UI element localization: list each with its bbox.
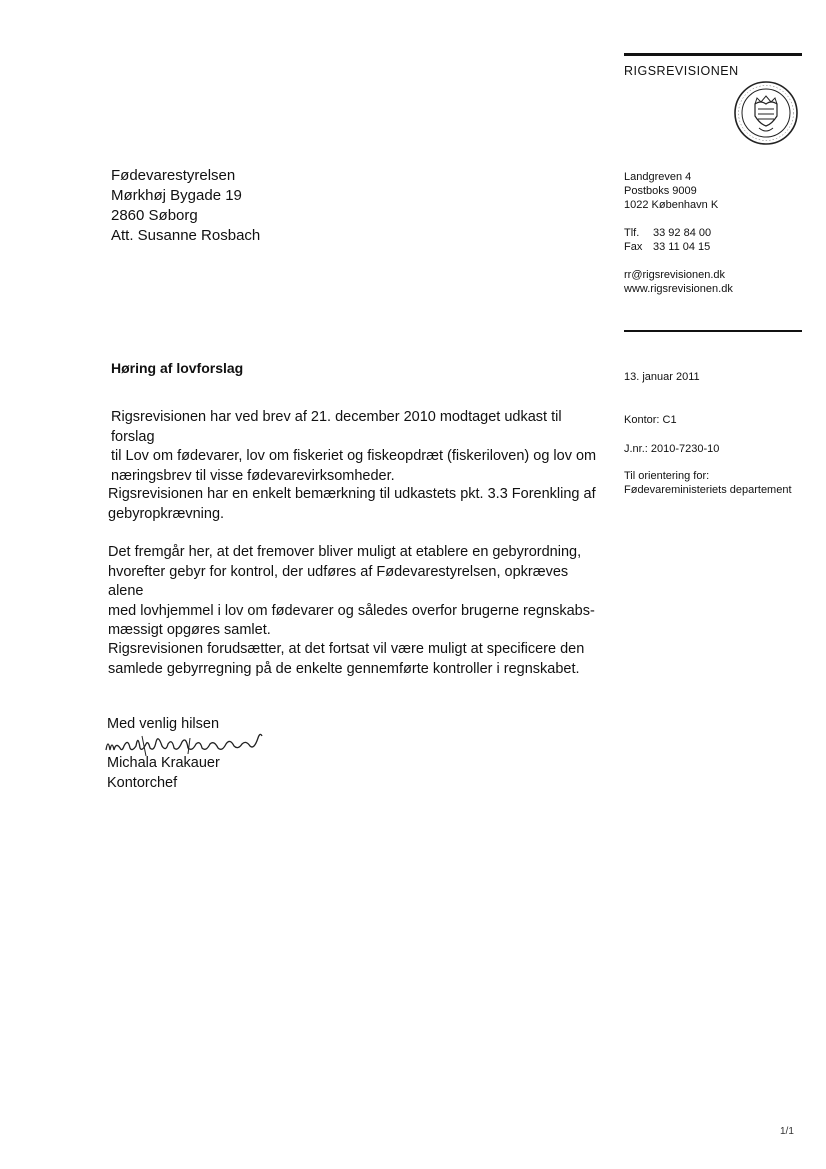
sender-postbox: Postboks 9009 <box>624 185 697 197</box>
header-rule <box>624 53 802 56</box>
cc-value: Fødevareministeriets departement <box>624 484 792 496</box>
journal-number: J.nr.: 2010-7230-10 <box>624 443 720 455</box>
paragraph-line: Rigsrevisionen har en enkelt bemærkning til udkastets pkt. 3.3 Forenkling af <box>108 486 596 502</box>
page-number: 1/1 <box>780 1126 794 1137</box>
recipient-name: Fødevarestyrelsen <box>111 167 236 184</box>
paragraph-line: samlede gebyrregning på de enkelte gennemførte kontroller i regnskabet. <box>108 660 580 677</box>
office-code: Kontor: C1 <box>624 414 677 426</box>
fax-label: Fax <box>624 241 643 253</box>
recipient-address <box>111 166 260 246</box>
body-paragraph-3 <box>108 543 598 641</box>
paragraph-line: gebyropkrævning. <box>108 505 225 522</box>
recipient-attention: Att. Susanne Rosbach <box>111 227 261 244</box>
letter-date: 13. januar 2011 <box>624 371 700 383</box>
signer-name: Michala Krakauer <box>107 755 220 771</box>
paragraph-line: Det fremgår her, at det fremover bliver muligt at etablere en gebyrordning, <box>108 544 582 560</box>
sender-online <box>624 268 733 296</box>
signer-title: Kontorchef <box>107 774 178 791</box>
paragraph-line: hvorefter gebyr for kontrol, der udføres af Fødevarestyrelsen, opkræves alene <box>108 563 569 599</box>
recipient-city: 2860 Søborg <box>111 207 198 224</box>
fax-number: 33 11 04 15 <box>653 241 711 253</box>
seal-icon <box>733 80 799 146</box>
paragraph-line: med lovhjemmel i lov om fødevarer og således overfor brugerne regnskabs- <box>108 602 595 619</box>
phone-number: 33 92 84 00 <box>653 227 712 239</box>
folketinget-seal-logo <box>733 80 799 151</box>
cc-label: Til orientering for: <box>624 470 710 482</box>
body-paragraph-2 <box>108 485 598 524</box>
cc-block <box>624 469 792 497</box>
paragraph-line: næringsbrev til visse fødevarevirksomheder. <box>111 467 395 484</box>
signer-block <box>107 754 220 793</box>
phone-label: Tlf. <box>624 227 640 239</box>
letter-subject: Høring af lovforslag <box>111 360 244 376</box>
sender-city: 1022 København K <box>624 199 719 211</box>
body-paragraph-1 <box>111 408 601 486</box>
sender-address <box>624 170 718 212</box>
sender-phone-block <box>624 226 711 254</box>
closing-greeting: Med venlig hilsen <box>107 716 220 732</box>
sender-fax-line <box>624 240 711 254</box>
sender-web: www.rigsrevisionen.dk <box>624 283 733 295</box>
body-paragraph-4 <box>108 640 598 679</box>
recipient-street: Mørkhøj Bygade 19 <box>111 187 242 204</box>
paragraph-line: Rigsrevisionen har ved brev af 21. december 2010 modtaget udkast til forslag <box>111 409 562 445</box>
sender-phone-line <box>624 226 711 240</box>
organization-name: RIGSREVISIONEN <box>624 64 739 78</box>
sender-street: Landgreven 4 <box>624 171 692 183</box>
paragraph-line: mæssigt opgøres samlet. <box>108 622 271 638</box>
paragraph-line: Rigsrevisionen forudsætter, at det fortsat vil være muligt at specificere den <box>108 641 585 657</box>
paragraph-line: til Lov om fødevarer, lov om fiskeriet og fiskeopdræt (fiskeriloven) og lov om <box>111 448 597 464</box>
sender-email: rr@rigsrevisionen.dk <box>624 269 726 281</box>
sidebar-rule <box>624 330 802 332</box>
